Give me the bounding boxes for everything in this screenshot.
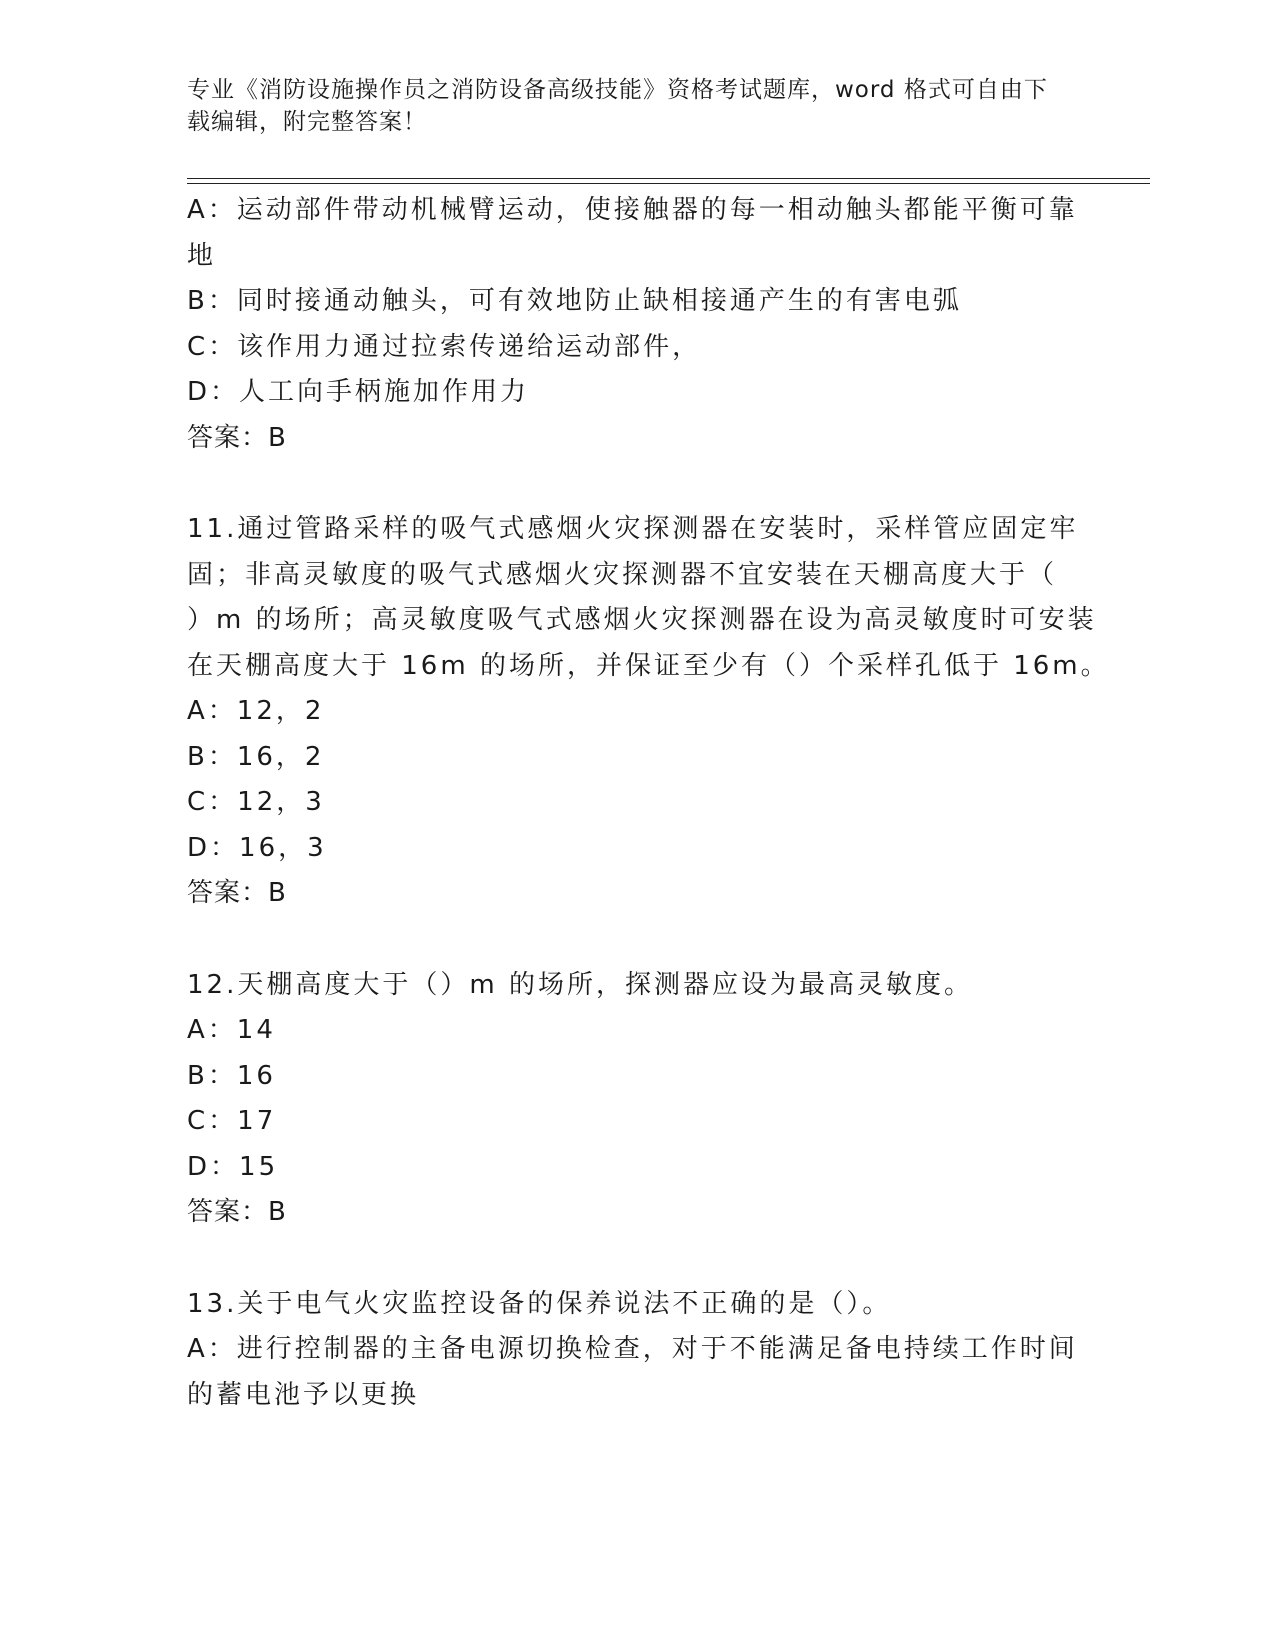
q11-stem-line-1: 11.通过管路采样的吸气式感烟火灾探测器在安装时，采样管应固定牢: [187, 514, 1079, 544]
q12-option-b: B：16: [187, 1060, 276, 1091]
q12-option-c: C：17: [187, 1106, 277, 1136]
header-line-1: 专业《消防设施操作员之消防设备高级技能》资格考试题库，word 格式可自由下: [187, 77, 1048, 103]
q11-stem-line-4: 在天棚高度大于 16m 的场所，并保证至少有（）个采样孔低于 16m。: [187, 650, 1110, 681]
q12-option-d: D：15: [187, 1151, 279, 1182]
question-12: [187, 963, 1087, 1236]
q11-stem-line-2: 固；非高灵敏度的吸气式感烟火灾探测器不宜安装在天棚高度大于（: [187, 559, 1058, 590]
q12-option-a: A：14: [187, 1015, 276, 1045]
question-11: [187, 507, 1110, 917]
q11-answer: 答案：B: [187, 878, 287, 908]
q11-option-a: A：12，2: [187, 696, 325, 726]
q11-stem-line-3: ）m 的场所；高灵敏度吸气式感烟火灾探测器在设为高灵敏度时可安装: [187, 605, 1097, 635]
q10-answer: 答案：B: [187, 422, 287, 453]
header-line-2: 载编辑，附完整答案！: [187, 109, 427, 135]
q13-stem-line-1: 13.关于电气火灾监控设备的保养说法不正确的是（）。: [187, 1288, 892, 1319]
q12-stem-line-1: 12.天棚高度大于（）m 的场所，探测器应设为最高灵敏度。: [187, 969, 973, 1000]
question-spacer: [187, 461, 1087, 507]
q13-option-a-line-2: 的蓄电池予以更换: [187, 1379, 420, 1410]
document-header: [187, 74, 1067, 138]
q10-option-c: C：该作用力通过拉索传递给运动部件，: [187, 331, 702, 362]
header-rule-bottom: [187, 183, 1150, 184]
q10-option-a-line-2: 地: [187, 240, 217, 271]
q10-option-b: B：同时接通动触头，可有效地防止缺相接通产生的有害电弧: [187, 286, 962, 316]
q13-option-a-line-1: A：进行控制器的主备电源切换检查，对于不能满足备电持续工作时间: [187, 1334, 1078, 1364]
question-spacer: [187, 1236, 1087, 1282]
question-10: [187, 188, 1087, 461]
header-rule-top: [187, 178, 1150, 179]
question-list: [187, 188, 1110, 1418]
q11-option-b: B：16，2: [187, 741, 325, 772]
q11-option-c: C：12，3: [187, 787, 325, 817]
q10-option-a-line-1: A：运动部件带动机械臂运动，使接触器的每一相动触头都能平衡可靠: [187, 195, 1078, 225]
q10-option-d: D：人工向手柄施加作用力: [187, 377, 530, 407]
q11-option-d: D：16，3: [187, 832, 327, 863]
question-13: [187, 1282, 1087, 1419]
q12-answer: 答案：B: [187, 1197, 287, 1227]
question-spacer: [187, 917, 1087, 963]
